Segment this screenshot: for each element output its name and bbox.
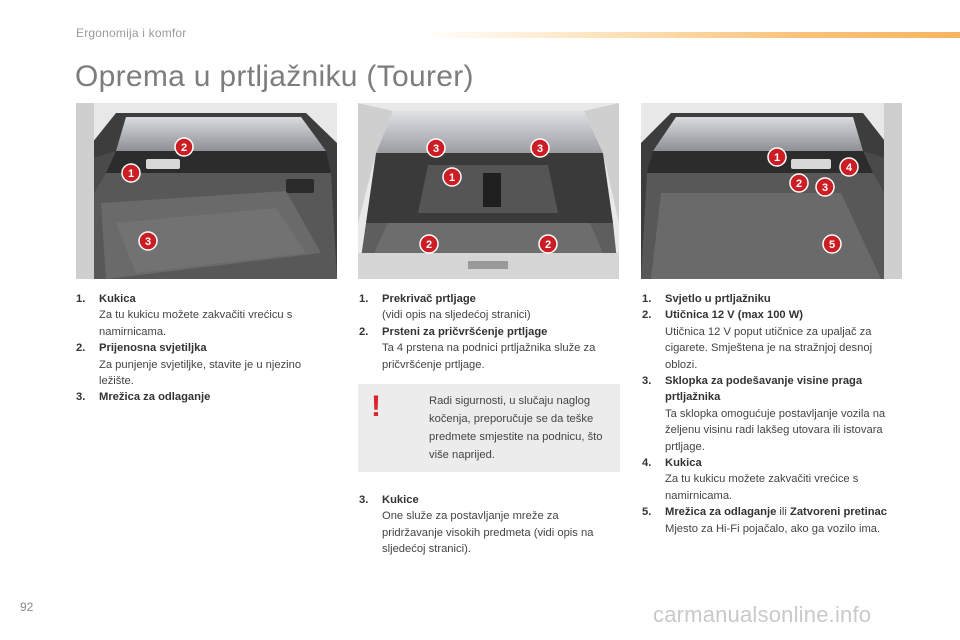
header-accent-bar xyxy=(420,32,960,38)
item-number: 1. xyxy=(76,293,86,305)
legend-column-center-bottom xyxy=(359,492,621,558)
item-number: 2. xyxy=(76,342,86,355)
callout-number: 4 xyxy=(845,162,853,174)
callout-marker-1 xyxy=(768,148,786,166)
legend-item xyxy=(76,389,331,405)
legend-item xyxy=(359,291,621,324)
item-title: Sklopka za podešavanje visine praga prtljažnika xyxy=(665,375,863,404)
item-description: Utičnica 12 V poput utičnice za upaljač za cigarete. Smještena je na stražnjoj desnoj oblozi. xyxy=(665,325,873,371)
callout-number: 2 xyxy=(425,239,433,251)
photo-trunk-left xyxy=(76,103,337,279)
callout-number: 3 xyxy=(144,236,152,248)
callout-marker-2 xyxy=(539,235,557,253)
callout-number: 3 xyxy=(536,143,544,155)
callout-marker-3 xyxy=(531,139,549,157)
callout-number: 5 xyxy=(828,239,836,251)
callout-number: 2 xyxy=(544,239,552,251)
item-number: 2. xyxy=(359,325,369,338)
callout-marker-1 xyxy=(443,168,461,186)
item-title: Prekrivač prtljage xyxy=(382,293,476,305)
safety-note-text: Radi sigurnosti, u slučaju naglog kočenja, preporučuje se da teške predmete smjestite na podnicu, što više naprijed. xyxy=(429,395,603,461)
item-number: 4. xyxy=(642,457,652,470)
item-description: Za punjenje svjetiljke, stavite je u njezino ležište. xyxy=(99,358,302,388)
item-number: 1. xyxy=(642,293,652,305)
callout-marker-1 xyxy=(122,164,140,182)
item-description: Za tu kukicu možete zakvačiti vrećice s namirnicama. xyxy=(665,473,859,502)
callout-number: 2 xyxy=(795,178,803,190)
item-title: Utičnica 12 V (max 100 W) xyxy=(665,309,804,322)
item-title: Prijenosna svjetiljka xyxy=(99,342,207,355)
item-number: 3. xyxy=(642,375,652,388)
item-number: 1. xyxy=(359,293,369,305)
item-title: Kukica xyxy=(99,293,136,305)
callout-number: 3 xyxy=(432,143,440,155)
item-description: Ta 4 prstena na podnici prtljažnika služe za pričvršćenje prtljage. xyxy=(382,342,596,371)
legend-item xyxy=(642,373,904,455)
callout-marker-3 xyxy=(139,232,157,250)
callout-number: 1 xyxy=(448,172,456,184)
legend-item xyxy=(642,455,904,504)
callout-marker-2 xyxy=(175,138,193,156)
item-description: Ta sklopka omogućuje postavljanje vozila na željenu visinu radi lakšeg utovara ili istovara prtljage. xyxy=(665,407,886,453)
legend-item xyxy=(642,504,904,537)
callout-marker-2 xyxy=(790,174,808,192)
callout-number: 1 xyxy=(773,152,781,164)
page-title: Oprema u prtljažniku (Tourer) xyxy=(75,60,474,93)
legend-item xyxy=(642,291,904,307)
callout-marker-3 xyxy=(427,139,445,157)
callout-marker-2 xyxy=(420,235,438,253)
legend-column-center xyxy=(359,291,621,373)
item-description: One služe za postavljanje mreže za pridržavanje visokih predmeta (vidi opis na sljedećoj stranici). xyxy=(382,510,594,556)
photo-trunk-center xyxy=(358,103,619,279)
watermark: carmanualsonline.info xyxy=(653,602,872,627)
legend-column-right xyxy=(642,291,904,537)
item-title: Kukice xyxy=(382,494,419,506)
callout-number: 3 xyxy=(821,182,829,194)
callout-marker-4 xyxy=(840,158,858,176)
legend-item xyxy=(76,291,331,340)
item-title: Mrežica za odlaganje xyxy=(665,506,777,519)
item-connector: ili xyxy=(776,506,790,519)
section-title: Ergonomija i komfor xyxy=(76,26,187,40)
photo-trunk-right xyxy=(641,103,902,279)
warning-icon: ! xyxy=(371,390,381,423)
item-title-alt: Zatvoreni pretinac xyxy=(789,506,887,519)
callout-marker-3 xyxy=(816,178,834,196)
item-title: Kukica xyxy=(665,457,702,470)
legend-item xyxy=(642,307,904,373)
page-number: 92 xyxy=(20,600,34,614)
item-description: Mjesto za Hi-Fi pojačalo, ako ga vozilo ima. xyxy=(665,522,881,535)
legend-column-left xyxy=(76,291,331,406)
item-number: 5. xyxy=(642,506,652,519)
legend-item xyxy=(359,324,621,373)
callout-marker-5 xyxy=(823,235,841,253)
safety-note-box xyxy=(358,384,620,472)
item-title: Mrežica za odlaganje xyxy=(99,391,211,404)
item-number: 3. xyxy=(76,391,86,404)
item-title: Prsteni za pričvršćenje prtljage xyxy=(382,325,548,338)
callout-number: 1 xyxy=(127,168,135,180)
item-description: Za tu kukicu možete zakvačiti vrećicu s namirnicama. xyxy=(99,309,293,338)
callout-number: 2 xyxy=(180,142,188,154)
item-title: Svjetlo u prtljažniku xyxy=(665,293,771,305)
item-number: 2. xyxy=(642,309,652,322)
item-number: 3. xyxy=(359,494,369,506)
legend-item xyxy=(76,340,331,389)
item-description: (vidi opis na sljedećoj stranici) xyxy=(382,309,531,322)
legend-item xyxy=(359,492,621,558)
